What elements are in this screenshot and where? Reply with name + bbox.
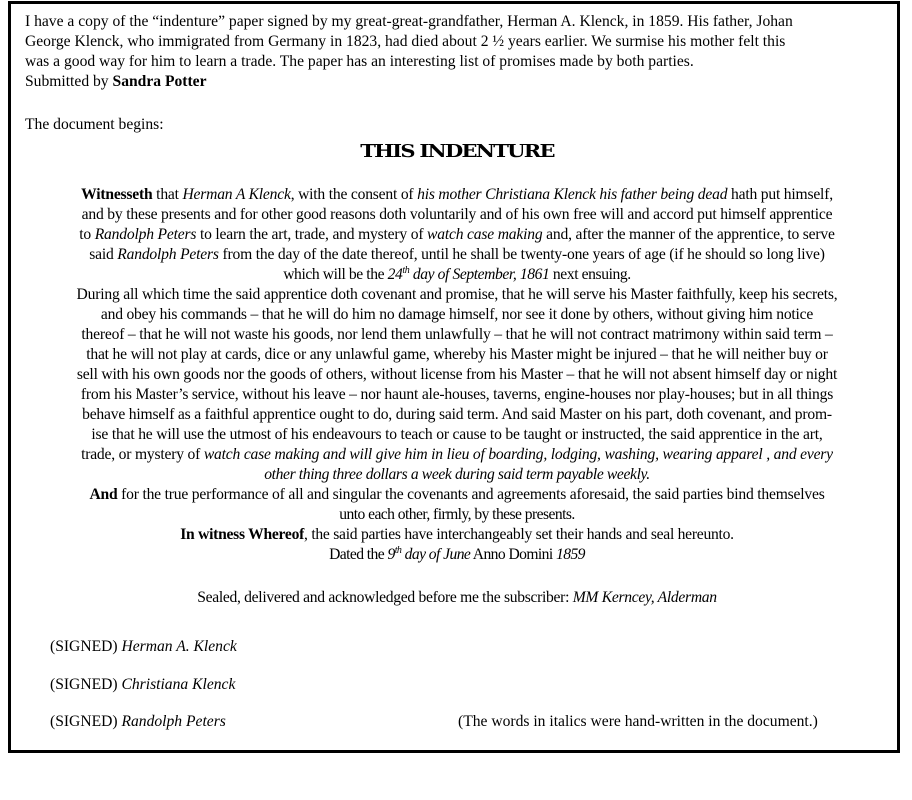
text: next ensuing. bbox=[549, 266, 631, 283]
text: ise that he will use the utmost of his endeavours to teach or cause to be taught or instructed, the said apprentice in the art, bbox=[91, 426, 823, 443]
para2-line-2 bbox=[11, 307, 903, 323]
text: and obey his commands – that he will do him no damage himself, nor see it done by others, without giving him notice bbox=[100, 306, 814, 323]
text: thereof – that he will not waste his goods, nor lend them unlawfully – that he will not contract matrimony within said term – bbox=[81, 326, 833, 343]
text: sell with his own goods nor the goods of others, without license from his Master – that he will not absent himself day or night bbox=[76, 366, 838, 383]
witness-line bbox=[11, 527, 903, 543]
text: and, after the manner of the apprentice, to serve bbox=[542, 226, 835, 243]
text: hath put himself, bbox=[727, 186, 833, 203]
handwritten-text: Randolph Peters bbox=[117, 246, 219, 263]
signatory-name: Christiana Klenck bbox=[121, 676, 236, 693]
signed-label: (SIGNED) bbox=[50, 676, 122, 693]
day-number: 24 bbox=[387, 266, 403, 283]
text: and by these presents and for other good reasons doth voluntarily and of his own free will and accord put himself apprentice bbox=[81, 206, 833, 223]
text: , with the consent of bbox=[290, 186, 418, 203]
submitted-prefix: Submitted by bbox=[25, 73, 113, 90]
para1-line-2 bbox=[11, 207, 903, 223]
para2-line-3 bbox=[11, 327, 903, 343]
signatory-name: Herman A. Klenck bbox=[121, 638, 237, 655]
para1-line-1 bbox=[11, 187, 903, 203]
intro-line-2 bbox=[25, 34, 785, 50]
document-frame bbox=[8, 1, 900, 753]
submitter-name: Sandra Potter bbox=[112, 73, 207, 90]
para2-line-5 bbox=[11, 367, 903, 383]
para2-line-1 bbox=[11, 287, 903, 303]
document-title bbox=[11, 139, 903, 162]
date-text: day of September, 1861 bbox=[409, 266, 550, 283]
signed-label: (SIGNED) bbox=[50, 638, 122, 655]
ordinal-suffix: th bbox=[402, 264, 410, 276]
text: During all which time the said apprentice doth covenant and promise, that he will serve his Master faithfully, keep his secrets, bbox=[76, 286, 838, 303]
footnote bbox=[458, 714, 818, 730]
intro-text: George Klenck, who immigrated from Germany in 1823, had died about 2 ½ years earlier. We surmise his mother felt this bbox=[25, 33, 786, 50]
doc-begins-text: The document begins: bbox=[25, 116, 164, 133]
signatory-name: Randolph Peters bbox=[121, 713, 226, 730]
ordinal-suffix: th bbox=[394, 544, 402, 556]
para1-line-4 bbox=[11, 247, 903, 263]
para2-line-7 bbox=[11, 407, 903, 423]
text: to bbox=[79, 226, 95, 243]
text: for the true performance of all and singular the covenants and agreements aforesaid, the said parties bind themselves bbox=[117, 486, 825, 503]
text: to learn the art, trade, and mystery of bbox=[196, 226, 428, 243]
para3-line-1 bbox=[11, 487, 903, 503]
para1-line-3 bbox=[11, 227, 903, 243]
text: which will be the bbox=[283, 266, 388, 283]
bold-word: And bbox=[89, 486, 118, 503]
text: said bbox=[89, 246, 118, 263]
text: unto each other, firmly, by these presents. bbox=[339, 506, 575, 523]
text: , the said parties have interchangeably set their hands and seal hereunto. bbox=[304, 526, 734, 543]
footnote-text: (The words in italics were hand-written in the document.) bbox=[458, 713, 818, 730]
text: that he will not play at cards, dice or any unlawful game, whereby his Master might be injured – that he will neither buy or bbox=[86, 346, 828, 363]
sealed-line bbox=[11, 590, 903, 606]
intro-text: I have a copy of the “indenture” paper signed by my great-great-grandfather, Herman A. Klenck, in 1859. His father, Johan bbox=[25, 13, 793, 30]
handwritten-text: his mother Christiana Klenck his father being dead bbox=[417, 186, 728, 203]
signature-line bbox=[50, 639, 237, 655]
text: Dated the bbox=[329, 546, 388, 563]
handwritten-text: other thing three dollars a week during said term payable weekly. bbox=[264, 466, 650, 483]
handwritten-text: MM Kerncey, Alderman bbox=[572, 589, 717, 606]
para2-line-8 bbox=[11, 427, 903, 443]
text: Anno Domini bbox=[470, 546, 556, 563]
para2-line-4 bbox=[11, 347, 903, 363]
text: from his Master’s service, without his leave – nor haunt ale-houses, taverns, engine-houses nor play-houses; but in all things bbox=[80, 386, 834, 403]
signature-line bbox=[50, 677, 235, 693]
intro-line-3 bbox=[25, 54, 694, 70]
submitted-line bbox=[25, 74, 207, 90]
title-text: THIS INDENTURE bbox=[360, 139, 554, 162]
handwritten-text: Randolph Peters bbox=[94, 226, 197, 243]
bold-word: Witnesseth bbox=[81, 186, 153, 203]
handwritten-text: Herman A Klenck bbox=[182, 186, 291, 203]
handwritten-text bbox=[388, 266, 550, 283]
signature-line bbox=[50, 714, 226, 730]
doc-begins bbox=[25, 117, 164, 133]
para3-line-2 bbox=[11, 507, 903, 523]
para2-line-10 bbox=[11, 467, 903, 483]
para2-line-9 bbox=[11, 447, 903, 463]
text: behave himself as a faithful apprentice ought to do, during said term. And said Master on his part, doth covenant, and prom- bbox=[82, 406, 832, 423]
signed-label: (SIGNED) bbox=[50, 713, 122, 730]
para2-line-6 bbox=[11, 387, 903, 403]
bold-phrase: In witness Whereof bbox=[180, 526, 305, 543]
text: that bbox=[152, 186, 183, 203]
handwritten-text bbox=[387, 546, 470, 563]
day-number: 9 bbox=[387, 546, 395, 563]
text: from the day of the date thereof, until he shall be twenty-one years of age (if he should so long live) bbox=[218, 246, 825, 263]
handwritten-year: 1859 bbox=[556, 546, 585, 563]
handwritten-text: watch case making and will give him in lieu of boarding, lodging, washing, wearing apparel , and every bbox=[203, 446, 833, 463]
text: Sealed, delivered and acknowledged before me the subscriber: bbox=[197, 589, 573, 606]
date-text: day of June bbox=[401, 546, 471, 563]
intro-text: was a good way for him to learn a trade. The paper has an interesting list of promises made by both parties. bbox=[25, 53, 694, 70]
text: trade, or mystery of bbox=[81, 446, 204, 463]
para1-line-5 bbox=[11, 264, 903, 283]
intro-line-1 bbox=[25, 14, 793, 30]
handwritten-text: watch case making bbox=[427, 226, 543, 243]
dated-line bbox=[11, 544, 903, 563]
